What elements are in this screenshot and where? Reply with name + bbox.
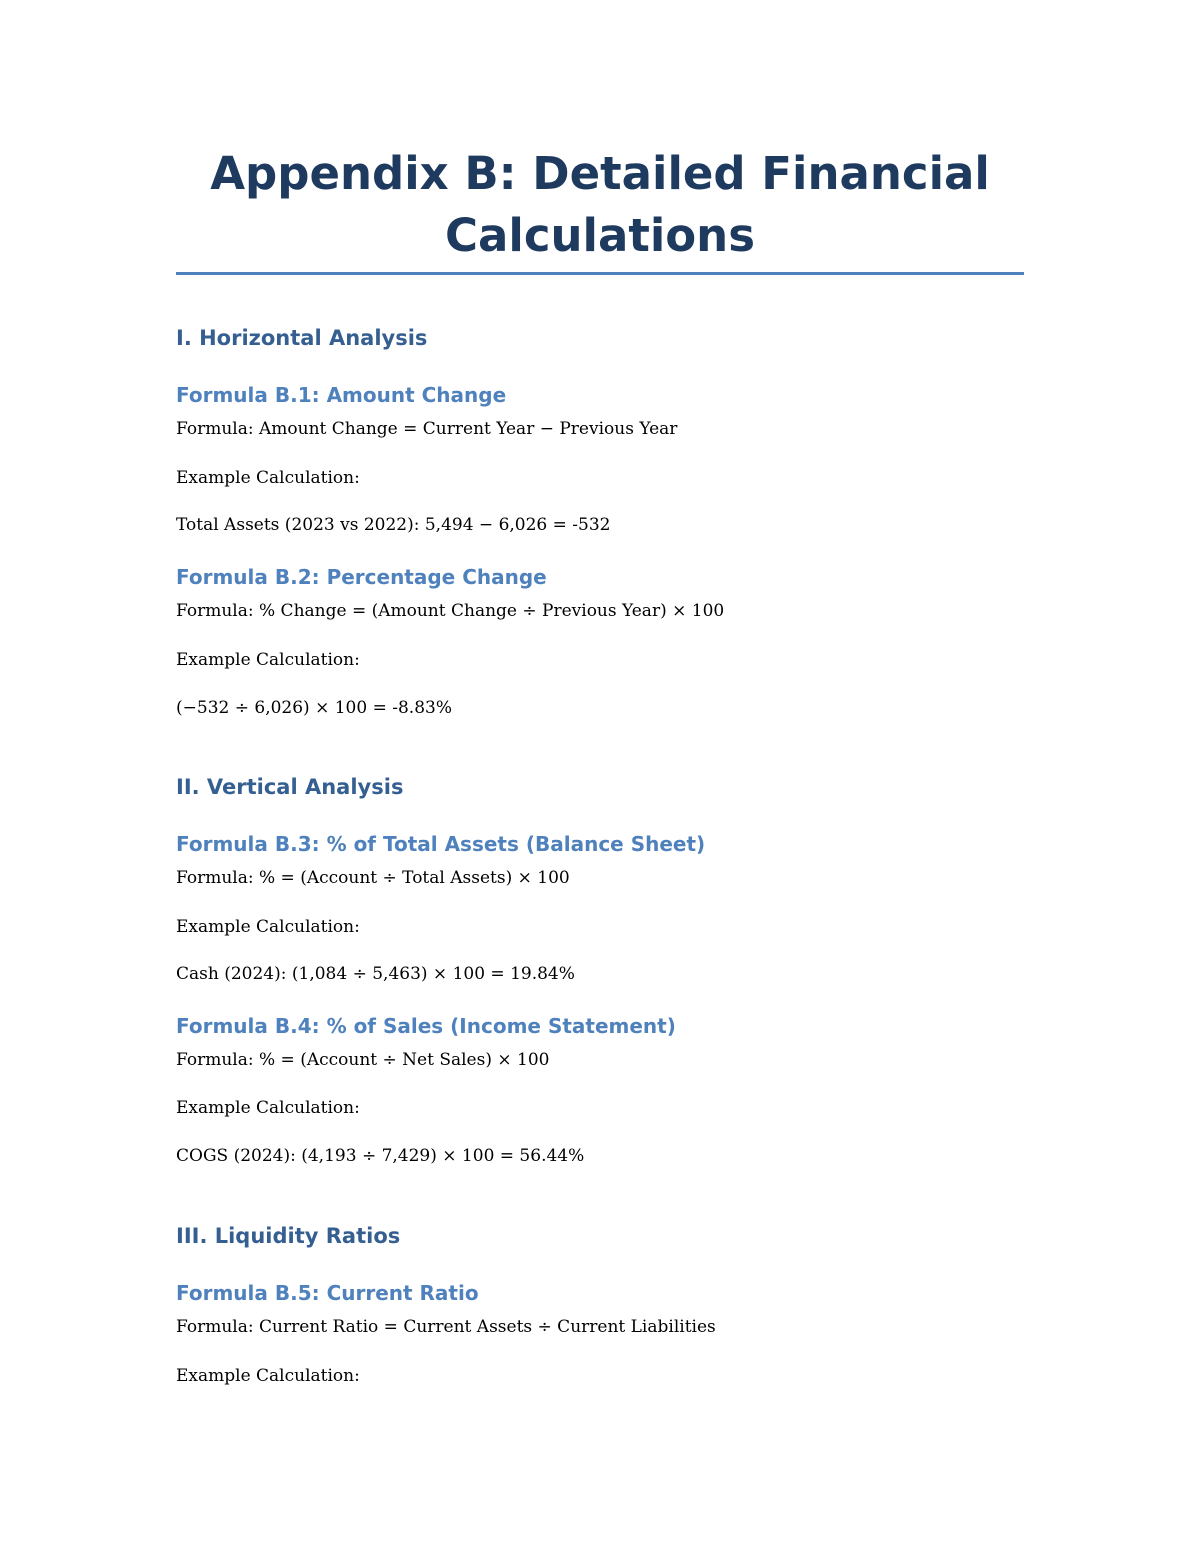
page-title-continued: Calculations xyxy=(445,209,755,262)
example-label-b3: Example Calculation: xyxy=(176,917,360,937)
formula-heading-b1: Formula B.1: Amount Change xyxy=(176,383,507,407)
formula-text-b4: Formula: % = (Account ÷ Net Sales) × 100 xyxy=(176,1050,550,1070)
formula-heading-b5: Formula B.5: Current Ratio xyxy=(176,1281,479,1305)
example-label-b1: Example Calculation: xyxy=(176,468,360,488)
example-calculation-b2: (−532 ÷ 6,026) × 100 = -8.83% xyxy=(176,698,452,718)
title-underline-rule xyxy=(176,272,1024,275)
formula-text-b3: Formula: % = (Account ÷ Total Assets) × 100 xyxy=(176,868,570,888)
example-label-b5: Example Calculation: xyxy=(176,1366,360,1386)
example-calculation-b4: COGS (2024): (4,193 ÷ 7,429) × 100 = 56.44% xyxy=(176,1146,585,1166)
section-heading-liquidity-ratios: III. Liquidity Ratios xyxy=(176,1224,401,1248)
example-calculation-b3: Cash (2024): (1,084 ÷ 5,463) × 100 = 19.84% xyxy=(176,964,575,984)
formula-heading-b2: Formula B.2: Percentage Change xyxy=(176,565,547,589)
section-heading-vertical-analysis: II. Vertical Analysis xyxy=(176,775,404,799)
formula-text-b2: Formula: % Change = (Amount Change ÷ Previous Year) × 100 xyxy=(176,601,725,621)
example-label-b2: Example Calculation: xyxy=(176,650,360,670)
formula-text-b1: Formula: Amount Change = Current Year − Previous Year xyxy=(176,419,678,439)
example-label-b4: Example Calculation: xyxy=(176,1098,360,1118)
example-calculation-b1: Total Assets (2023 vs 2022): 5,494 − 6,026 = -532 xyxy=(176,515,611,535)
formula-heading-b4: Formula B.4: % of Sales (Income Statement) xyxy=(176,1014,676,1038)
section-heading-horizontal-analysis: I. Horizontal Analysis xyxy=(176,326,428,350)
formula-heading-b3: Formula B.3: % of Total Assets (Balance Sheet) xyxy=(176,832,706,856)
page-title: Appendix B: Detailed Financial xyxy=(210,147,990,200)
formula-text-b5: Formula: Current Ratio = Current Assets ÷ Current Liabilities xyxy=(176,1317,716,1337)
